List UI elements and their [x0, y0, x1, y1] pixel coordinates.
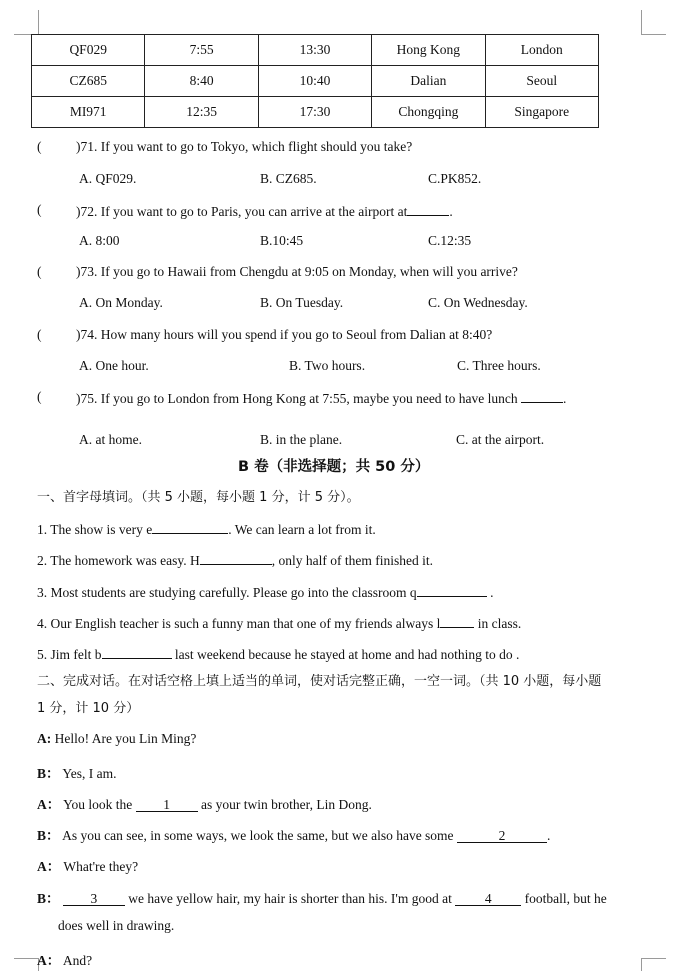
question-stem: )74. How many hours will you spend if you go to Seoul from Dalian at 8:40? [76, 327, 493, 342]
dialogue-text: You look the [60, 797, 136, 812]
option-c: C. On Wednesday. [428, 295, 528, 310]
question-stem: )71. If you want to go to Tokyo, which flight should you take? [76, 139, 413, 154]
question-line [76, 202, 453, 220]
table-cell: Singapore [485, 97, 598, 128]
fill-item-text: 4. Our English teacher is such a funny man that one of my friends always l [37, 616, 441, 631]
dialogue-line [37, 855, 138, 875]
fill-item-text: 1. The show is very e [37, 522, 153, 537]
fill-item [37, 614, 521, 632]
dialogue-line [37, 824, 550, 844]
answer-blank: 3 [63, 892, 125, 906]
question-stem: )75. If you go to London from Hong Kong at 7:55, maybe you need to have lunch [76, 391, 518, 406]
question-stem: )73. If you go to Hawaii from Chengdu at 9:05 on Monday, when will you arrive? [76, 264, 518, 279]
answer-blank: 2 [457, 829, 547, 843]
option-b: B. Two hours. [289, 358, 366, 373]
dialogue-line [37, 731, 196, 747]
question-stem-end: . [449, 204, 453, 219]
option-c: C. at the airport. [456, 432, 545, 447]
fill-item-text: last weekend because he stayed at home and had nothing to do . [171, 647, 520, 662]
dialogue-text: Yes, I am. [59, 766, 117, 781]
dialogue-text: football, but he [521, 891, 607, 906]
table-row [32, 97, 599, 128]
dialogue-line [37, 887, 607, 907]
table-cell: 10:40 [258, 66, 371, 97]
option-b: B. On Tuesday. [260, 295, 344, 310]
table-cell: Hong Kong [372, 35, 485, 66]
question-stem: )72. If you want to go to Paris, you can arrive at the airport at [76, 204, 408, 219]
option-b: B. CZ685. [260, 171, 317, 186]
table-cell: London [485, 35, 598, 66]
fill-item-text: . [486, 585, 494, 600]
option-a: A. On Monday. [79, 295, 163, 310]
table-cell: 7:55 [145, 35, 258, 66]
answer-blank [407, 202, 449, 216]
dialogue-text: we have yellow hair, my hair is shorter than his. I'm good at [124, 891, 456, 906]
speaker-label: A： [37, 797, 61, 812]
fill-item [37, 645, 519, 663]
question-line [76, 389, 566, 407]
option-c: C. Three hours. [457, 358, 541, 373]
fill-item-text: . We can learn a lot from it. [228, 522, 376, 537]
speaker-label: A： [37, 859, 61, 874]
fill-item [37, 583, 493, 601]
dialogue-text: Hello! Are you Lin Ming? [51, 731, 197, 746]
section-heading: 二、完成对话。在对话空格上填上适当的单词，使对话完整正确，一空一词。（共 10 小题，每小题 [37, 674, 602, 689]
table-cell: Seoul [485, 66, 598, 97]
option-a: A. One hour. [79, 358, 149, 373]
option-c: C.12:35 [428, 233, 472, 248]
fill-item-text: 2. The homework was easy. H [37, 553, 200, 568]
speaker-label: A： [37, 953, 61, 968]
dialogue-text: What're they? [60, 859, 139, 874]
answer-blank [200, 551, 272, 565]
crop-mark-top-left [14, 10, 39, 35]
question-stem-end: . [563, 391, 567, 406]
fill-item-text: , only half of them finished it. [271, 553, 433, 568]
table-cell: Chongqing [372, 97, 485, 128]
table-cell: CZ685 [32, 66, 145, 97]
answer-blank: 4 [455, 892, 521, 906]
table-cell: 12:35 [145, 97, 258, 128]
section-title: B 卷（非选择题；共 50 分） [238, 459, 430, 475]
table-cell: 13:30 [258, 35, 371, 66]
option-b: B. in the plane. [260, 432, 343, 447]
crop-mark-top-right [641, 10, 666, 35]
table-cell: 8:40 [145, 66, 258, 97]
dialogue-text: . [546, 828, 551, 843]
question-paren: ( [37, 327, 42, 342]
question-paren: ( [37, 389, 42, 404]
dialogue-line [37, 793, 372, 813]
dialogue-line [37, 762, 117, 782]
option-a: A. 8:00 [79, 233, 120, 248]
dialogue-text: does well in drawing. [58, 918, 175, 933]
table-cell: Dalian [372, 66, 485, 97]
answer-blank: 1 [136, 798, 198, 812]
speaker-label: A: [37, 731, 52, 746]
fill-item [37, 551, 433, 569]
speaker-label: B： [37, 828, 60, 843]
option-b: B.10:45 [260, 233, 304, 248]
table-cell: QF029 [32, 35, 145, 66]
dialogue-line [37, 949, 92, 969]
option-a: A. at home. [79, 432, 142, 447]
section-heading: 一、首字母填词。（共 5 小题，每小题 1 分，计 5 分）。 [37, 490, 360, 505]
option-a: A. QF029. [79, 171, 137, 186]
dialogue-text: As you can see, in some ways, we look the same, but we also have some [59, 828, 457, 843]
question-paren: ( [37, 264, 42, 279]
answer-blank [152, 520, 228, 534]
answer-blank [440, 614, 474, 628]
table-row [32, 35, 599, 66]
section-heading: 1 分，计 10 分） [37, 701, 140, 716]
answer-blank [417, 583, 487, 597]
question-paren: ( [37, 139, 42, 154]
fill-item-text: 5. Jim felt b [37, 647, 102, 662]
table-cell: 17:30 [258, 97, 371, 128]
crop-mark-bottom-left [14, 958, 39, 971]
fill-item-text: 3. Most students are studying carefully. Please go into the classroom q [37, 585, 417, 600]
crop-mark-bottom-right [641, 958, 666, 971]
table-row [32, 66, 599, 97]
dialogue-text: And? [60, 953, 93, 968]
speaker-label: B： [37, 766, 60, 781]
flight-table [31, 34, 599, 128]
speaker-label: B： [37, 891, 60, 906]
question-paren: ( [37, 202, 42, 217]
option-c: C.PK852. [428, 171, 482, 186]
fill-item-text: in class. [474, 616, 522, 631]
table-cell: MI971 [32, 97, 145, 128]
fill-item [37, 520, 376, 538]
dialogue-text: as your twin brother, Lin Dong. [197, 797, 372, 812]
answer-blank [102, 645, 172, 659]
answer-blank [521, 389, 563, 403]
